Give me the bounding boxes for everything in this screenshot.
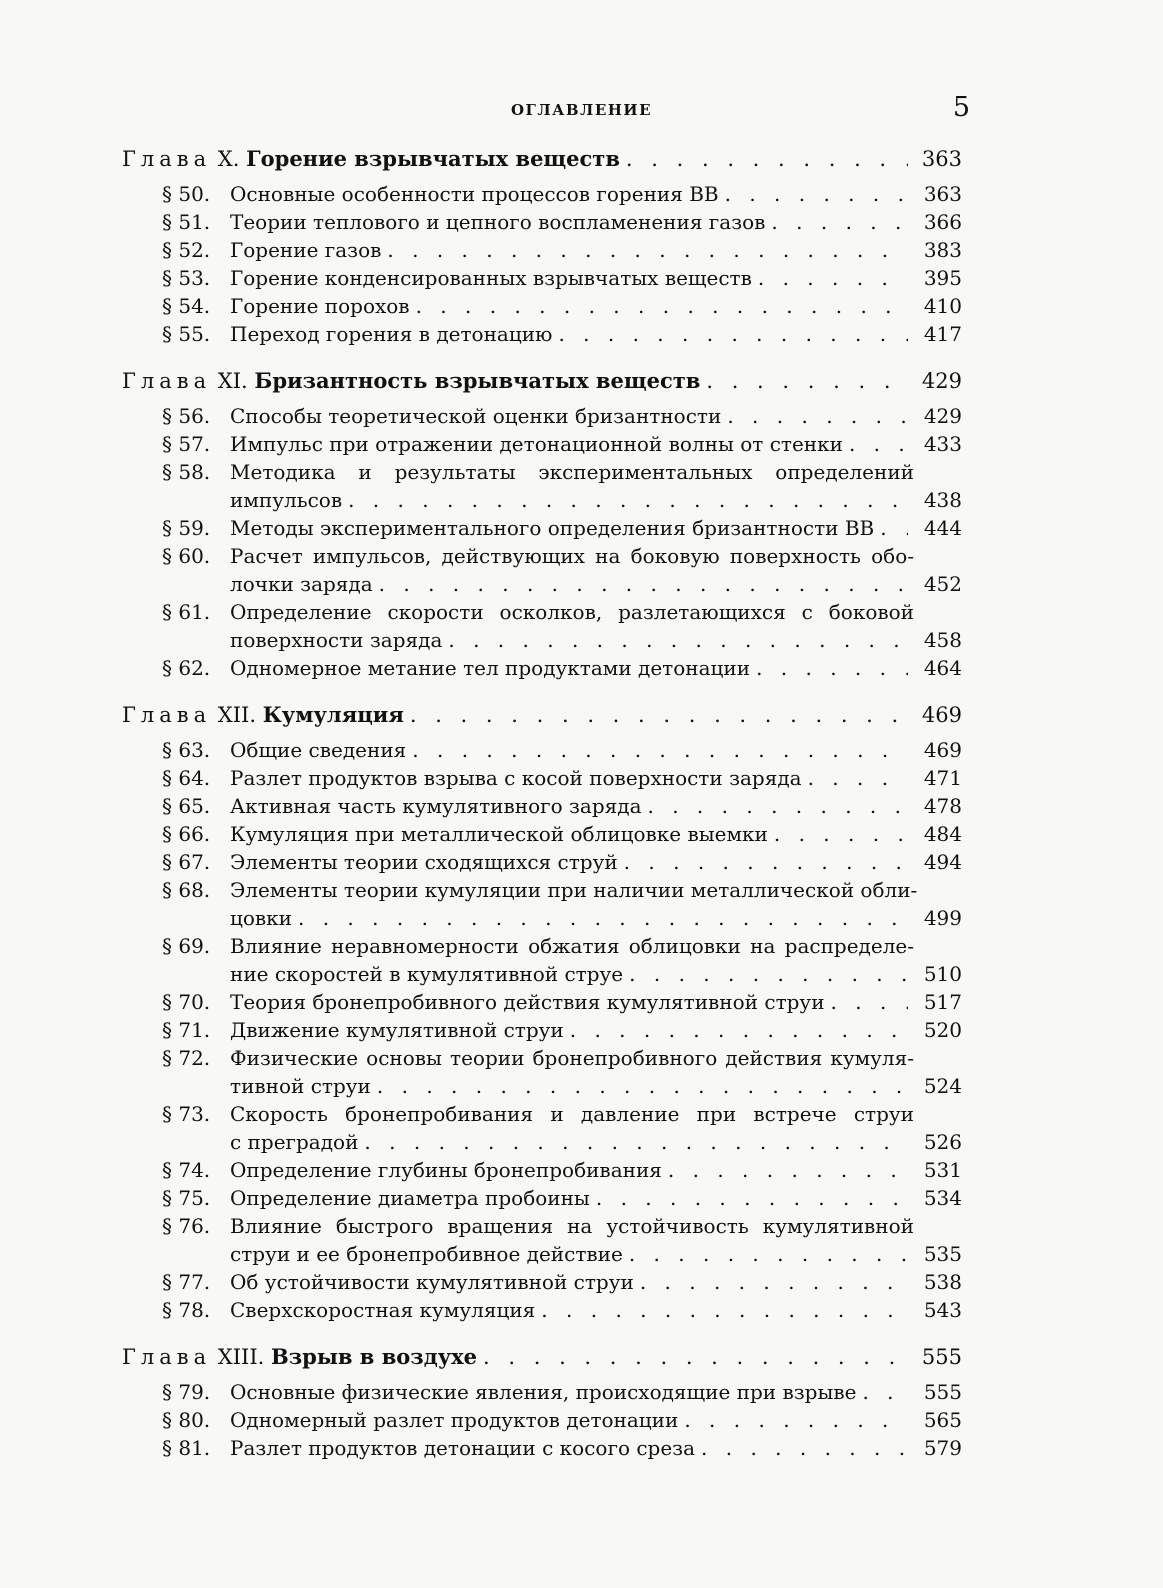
dot-leader: [808, 764, 908, 792]
section-title: лочки заряда: [230, 572, 373, 596]
section-title: Определение диаметра пробоины: [230, 1186, 590, 1210]
section-title: Одномерный разлет продуктов детонации: [230, 1408, 679, 1432]
section-title: струи и ее бронепробивное действие: [230, 1242, 623, 1266]
section-page: 526: [923, 1130, 962, 1154]
section-page: 520: [923, 1018, 962, 1042]
section-number: § 52.: [162, 238, 211, 262]
dot-leader: [758, 264, 908, 292]
section-page: 478: [923, 794, 962, 818]
table-of-contents: [0, 140, 1163, 1462]
section-number: § 57.: [162, 432, 211, 456]
section-number: § 62.: [162, 656, 211, 680]
section-title: Методика и результаты экспериментальных определений: [230, 460, 914, 484]
section-title: Горение газов: [230, 238, 382, 262]
dot-leader: [648, 792, 909, 820]
chapter-title: Кумуляция: [262, 702, 404, 727]
section-title: Скорость бронепробивания и давление при встрече струи: [230, 1102, 914, 1126]
section-page: 395: [923, 266, 962, 290]
toc-section: [162, 236, 962, 264]
section-page: 531: [923, 1158, 962, 1182]
section-number: § 51.: [162, 210, 211, 234]
chapter-label: Глава: [122, 703, 212, 727]
section-title: Горение конденсированных взрывчатых веществ: [230, 266, 752, 290]
section-number: § 69.: [162, 934, 211, 958]
dot-leader: [558, 320, 908, 348]
dot-leader: [849, 430, 908, 458]
section-page: 484: [923, 822, 962, 846]
section-title: Физические основы теории бронепробивного действия кумуля-: [230, 1046, 914, 1070]
section-page: 538: [923, 1270, 962, 1294]
section-number: § 80.: [162, 1408, 211, 1432]
section-title: Разлет продуктов детонации с косого среза: [230, 1436, 696, 1460]
dot-leader: [706, 366, 908, 396]
toc-section: [162, 292, 962, 320]
toc-section: [162, 320, 962, 348]
toc-chapter: [122, 366, 962, 396]
dot-leader: [640, 1268, 908, 1296]
toc-section: [162, 1406, 962, 1434]
toc-section: [162, 208, 962, 236]
section-title: Теории теплового и цепного воспламенения газов: [230, 210, 766, 234]
section-number: § 55.: [162, 322, 211, 346]
chapter-title: Бризантность взрывчатых веществ: [254, 368, 701, 393]
section-number: § 60.: [162, 544, 211, 568]
section-number: § 79.: [162, 1380, 211, 1404]
dot-leader: [416, 292, 908, 320]
section-page: 494: [923, 850, 962, 874]
section-title: Методы экспериментального определения бризантности ВВ: [230, 516, 875, 540]
section-title: Расчет импульсов, действующих на боковую поверхность обо-: [230, 544, 914, 568]
section-title: Элементы теории кумуляции при наличии металлической обли-: [230, 878, 918, 902]
section-number: § 70.: [162, 990, 211, 1014]
toc-chapter: [122, 144, 962, 174]
toc-section: [162, 1156, 962, 1184]
chapter-title: Взрыв в воздухе: [271, 1344, 478, 1369]
section-title: Одномерное метание тел продуктами детонации: [230, 656, 751, 680]
chapter-page: 469: [921, 703, 962, 727]
section-page: 444: [923, 516, 962, 540]
section-page: 524: [923, 1074, 962, 1098]
toc-chapter: [122, 1342, 962, 1372]
toc-section: [162, 654, 962, 682]
section-title: Общие сведения: [230, 738, 407, 762]
section-page: 429: [923, 404, 962, 428]
toc-section: [162, 820, 962, 848]
dot-leader: [756, 654, 908, 682]
toc-section: [162, 514, 962, 542]
section-page: 534: [923, 1186, 962, 1210]
section-title: Определение скорости осколков, разлетающихся с боковой: [230, 600, 914, 624]
section-title: Импульс при отражении детонационной волны от стенки: [230, 432, 843, 456]
section-page: 383: [923, 238, 962, 262]
toc-section: [162, 1016, 962, 1044]
section-number: § 72.: [162, 1046, 211, 1070]
section-page: 464: [923, 656, 962, 680]
section-page: 366: [923, 210, 962, 234]
section-title: Сверхскоростная кумуляция: [230, 1298, 536, 1322]
section-number: § 75.: [162, 1186, 211, 1210]
dot-leader: [771, 208, 908, 236]
section-number: § 53.: [162, 266, 211, 290]
section-number: § 78.: [162, 1298, 211, 1322]
section-number: § 68.: [162, 878, 211, 902]
dot-leader: [629, 1240, 908, 1268]
dot-leader: [298, 904, 908, 932]
section-page: 535: [923, 1242, 962, 1266]
toc-section: [162, 402, 962, 430]
toc-section: [162, 1044, 962, 1100]
section-title: Определение глубины бронепробивания: [230, 1158, 662, 1182]
section-page: 363: [923, 182, 962, 206]
section-number: § 74.: [162, 1158, 211, 1182]
chapter-number: XIII.: [217, 1345, 265, 1369]
page-number: 5: [952, 92, 970, 123]
dot-leader: [831, 988, 908, 1016]
toc-section: [162, 1296, 962, 1324]
toc-section: [162, 458, 962, 514]
section-number: § 56.: [162, 404, 211, 428]
dot-leader: [774, 820, 908, 848]
section-page: 555: [923, 1380, 962, 1404]
section-page: 417: [923, 322, 962, 346]
section-page: 452: [923, 572, 962, 596]
dot-leader: [387, 236, 908, 264]
toc-section: [162, 430, 962, 458]
dot-leader: [701, 1434, 908, 1462]
section-title: Влияние неравномерности обжатия облицовки на распределе-: [230, 934, 914, 958]
toc-section: [162, 1268, 962, 1296]
section-number: § 71.: [162, 1018, 211, 1042]
section-title: тивной струи: [230, 1074, 371, 1098]
dot-leader: [483, 1342, 908, 1372]
section-number: § 81.: [162, 1436, 211, 1460]
section-title: Теория бронепробивного действия кумулятивной струи: [230, 990, 825, 1014]
toc-section: [162, 848, 962, 876]
toc-section: [162, 876, 962, 932]
dot-leader: [379, 570, 908, 598]
dot-leader: [448, 626, 908, 654]
running-head: ОГЛАВЛЕНИЕ: [510, 101, 653, 119]
dot-leader: [348, 486, 908, 514]
section-number: § 66.: [162, 822, 211, 846]
section-number: § 54.: [162, 294, 211, 318]
dot-leader: [570, 1016, 908, 1044]
dot-leader: [624, 848, 908, 876]
chapter-number: XII.: [217, 703, 257, 727]
dot-leader: [541, 1296, 908, 1324]
section-number: § 65.: [162, 794, 211, 818]
dot-leader: [596, 1184, 908, 1212]
toc-chapter: [122, 700, 962, 730]
section-title: Элементы теории сходящихся струй: [230, 850, 618, 874]
dot-leader: [727, 402, 908, 430]
section-page: 510: [923, 962, 962, 986]
toc-section: [162, 764, 962, 792]
section-title: ние скоростей в кумулятивной струе: [230, 962, 624, 986]
chapter-title: Горение взрывчатых веществ: [246, 146, 620, 171]
section-title: Переход горения в детонацию: [230, 322, 553, 346]
chapter-label: Глава: [122, 1345, 212, 1369]
toc-section: [162, 598, 962, 654]
section-page: 458: [923, 628, 962, 652]
chapter-page: 363: [921, 147, 962, 171]
dot-leader: [412, 736, 908, 764]
dot-leader: [684, 1406, 908, 1434]
section-number: § 76.: [162, 1214, 211, 1238]
toc-section: [162, 1100, 962, 1156]
dot-leader: [880, 514, 908, 542]
section-title: цовки: [230, 906, 292, 930]
section-number: § 73.: [162, 1102, 211, 1126]
section-title: Влияние быстрого вращения на устойчивость кумулятивной: [230, 1214, 914, 1238]
section-page: 565: [923, 1408, 962, 1432]
chapter-label: Глава: [122, 147, 212, 171]
section-number: § 67.: [162, 850, 211, 874]
section-title: с преградой: [230, 1130, 359, 1154]
chapter-number: X.: [217, 147, 240, 171]
section-number: § 59.: [162, 516, 211, 540]
toc-section: [162, 264, 962, 292]
dot-leader: [364, 1128, 908, 1156]
toc-section: [162, 1212, 962, 1268]
section-page: 517: [923, 990, 962, 1014]
dot-leader: [862, 1378, 908, 1406]
section-page: 471: [923, 766, 962, 790]
toc-section: [162, 1378, 962, 1406]
section-title: Движение кумулятивной струи: [230, 1018, 564, 1042]
section-page: 543: [923, 1298, 962, 1322]
toc-section: [162, 1184, 962, 1212]
toc-section: [162, 180, 962, 208]
section-page: 438: [923, 488, 962, 512]
section-title: Основные физические явления, происходящие при взрыве: [230, 1380, 857, 1404]
toc-section: [162, 1434, 962, 1462]
dot-leader: [377, 1072, 908, 1100]
section-page: 579: [923, 1436, 962, 1460]
section-title: Горение порохов: [230, 294, 410, 318]
toc-section: [162, 932, 962, 988]
chapter-label: Глава: [122, 369, 212, 393]
section-title: Активная часть кумулятивного заряда: [230, 794, 642, 818]
section-number: § 63.: [162, 738, 211, 762]
section-number: § 77.: [162, 1270, 211, 1294]
chapter-page: 429: [921, 369, 962, 393]
dot-leader: [668, 1156, 908, 1184]
chapter-number: XI.: [217, 369, 248, 393]
section-number: § 58.: [162, 460, 211, 484]
section-number: § 64.: [162, 766, 211, 790]
toc-section: [162, 542, 962, 598]
chapter-page: 555: [921, 1345, 962, 1369]
section-page: 469: [923, 738, 962, 762]
section-title: поверхности заряда: [230, 628, 443, 652]
toc-section: [162, 736, 962, 764]
dot-leader: [629, 960, 908, 988]
section-title: Об устойчивости кумулятивной струи: [230, 1270, 634, 1294]
section-page: 433: [923, 432, 962, 456]
section-title: импульсов: [230, 488, 343, 512]
section-number: § 50.: [162, 182, 211, 206]
toc-section: [162, 792, 962, 820]
section-number: § 61.: [162, 600, 211, 624]
dot-leader: [725, 180, 908, 208]
section-title: Кумуляция при металлической облицовке выемки: [230, 822, 768, 846]
section-page: 499: [923, 906, 962, 930]
dot-leader: [410, 700, 908, 730]
toc-section: [162, 988, 962, 1016]
section-title: Способы теоретической оценки бризантности: [230, 404, 722, 428]
section-title: Разлет продуктов взрыва с косой поверхности заряда: [230, 766, 802, 790]
section-page: 410: [923, 294, 962, 318]
dot-leader: [626, 144, 908, 174]
section-title: Основные особенности процессов горения ВВ: [230, 182, 719, 206]
